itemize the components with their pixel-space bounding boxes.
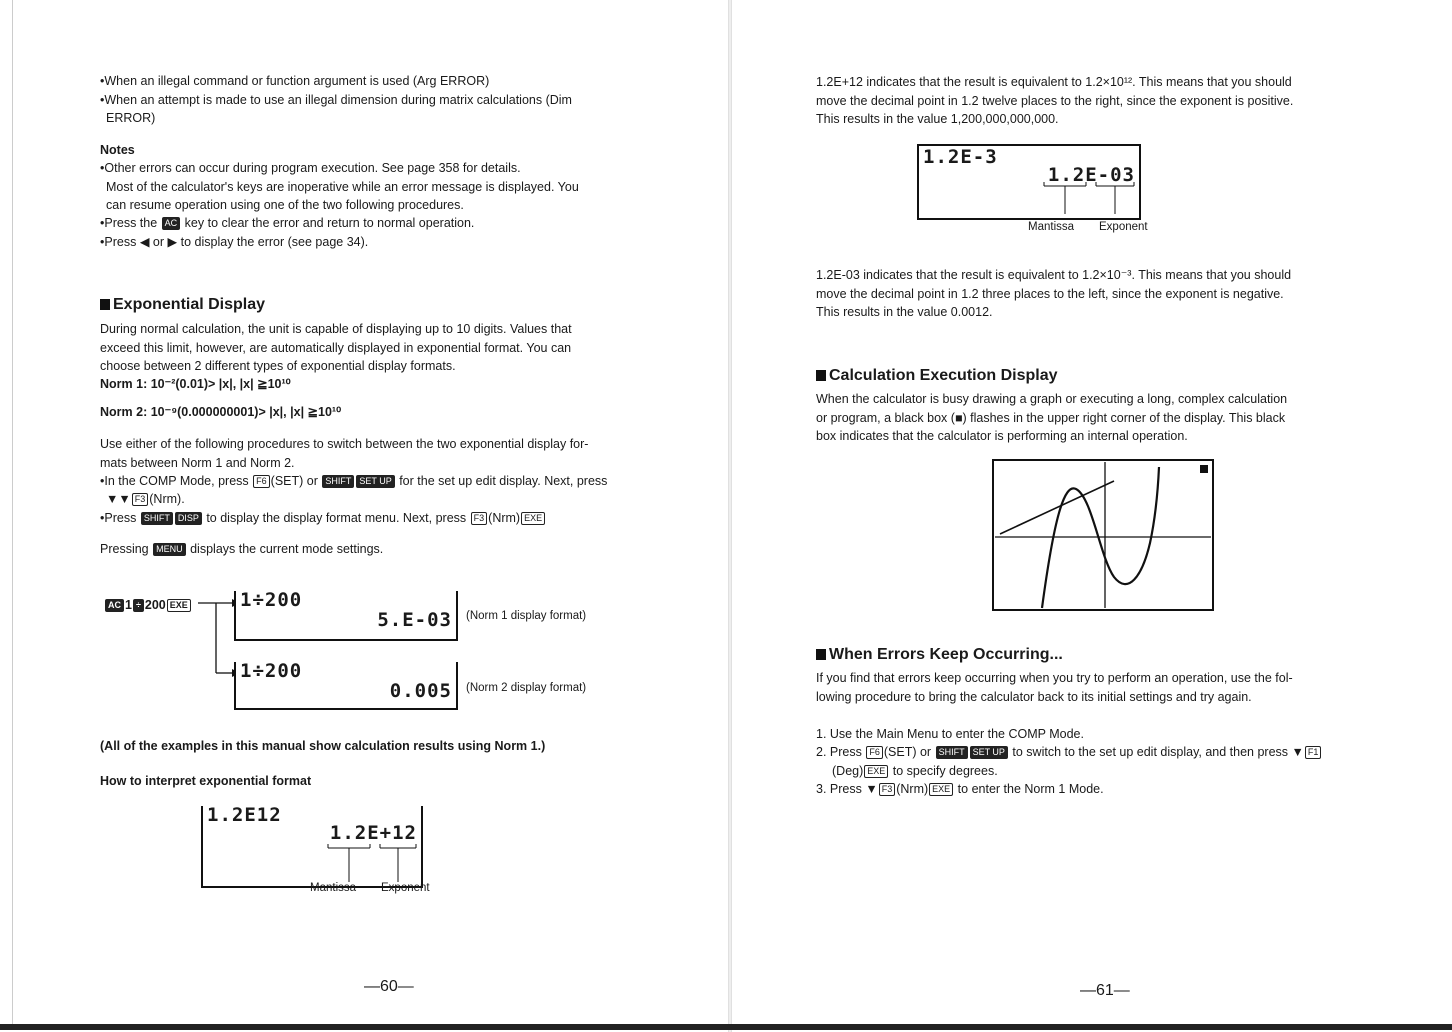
lcd-norm2-result: 0.005 bbox=[389, 680, 452, 702]
norm1-format-label: (Norm 1 display format) bbox=[466, 610, 587, 622]
bullet-dim-error: •When an attempt is made to use an illegal dimension during matrix calculations (Dim bbox=[100, 93, 572, 107]
key-seq-1: 1 bbox=[125, 598, 132, 612]
notes-line-4 bbox=[100, 214, 474, 232]
err-para-1: If you find that errors keep occurring when you try to perform an operation, use the fol- bbox=[816, 671, 1293, 685]
heading-square-icon-3 bbox=[816, 649, 826, 660]
press-disp-end: (Nrm) bbox=[488, 511, 521, 525]
page-number-right: —61— bbox=[1080, 982, 1130, 999]
notes-press-label: •Press the bbox=[100, 216, 158, 230]
f6-key-2: F6 bbox=[866, 746, 883, 759]
right-page bbox=[732, 0, 1452, 1032]
notes-line-3: can resume operation using one of the two following procedures. bbox=[106, 198, 464, 212]
f3-key-3: F3 bbox=[879, 783, 896, 796]
notes-line-5-text: to display the error (see page 34). bbox=[180, 235, 369, 249]
p2-line-3: This results in the value 0.0012. bbox=[816, 305, 993, 319]
notes-line-2: Most of the calculator's keys are inoperative while an error message is displayed. You bbox=[106, 180, 579, 194]
in-comp-line bbox=[100, 472, 607, 490]
disp-key: DISP bbox=[175, 512, 202, 525]
step-3 bbox=[816, 780, 1104, 798]
shift-key-2: SHIFT bbox=[141, 512, 173, 525]
lcd4-input: 1.2E-3 bbox=[923, 146, 998, 168]
shift-key-3: SHIFT bbox=[936, 746, 968, 759]
left-arrow-key-icon: ◀ bbox=[139, 235, 150, 249]
lcd4-annotation-lines bbox=[1038, 180, 1138, 220]
in-comp-rest: for the set up edit display. Next, press bbox=[399, 474, 608, 488]
exp-display-heading-text: Exponential Display bbox=[113, 296, 266, 313]
use-para-2: mats between Norm 1 and Norm 2. bbox=[100, 456, 295, 470]
bullet-dim-error-cont: ERROR) bbox=[106, 111, 156, 125]
press-disp-rest: to display the display format menu. Next, press bbox=[206, 511, 467, 525]
notes-line-4-text: key to clear the error and return to normal operation. bbox=[184, 216, 475, 230]
divide-key: ÷ bbox=[133, 599, 144, 612]
bottom-border bbox=[0, 1024, 1452, 1030]
down-key-icon: ▼ bbox=[106, 492, 119, 506]
pressing-line bbox=[100, 540, 383, 558]
step-2-cont bbox=[832, 762, 998, 780]
lcd3-mantissa-label: Mantissa bbox=[310, 882, 357, 894]
use-para-1: Use either of the following procedures to switch between the two exponential display for- bbox=[100, 437, 589, 451]
norm2-line: Norm 2: 10⁻⁹(0.000000001)> |x|, |x| ≧10¹⁰ bbox=[100, 405, 342, 419]
lcd-norm2-input: 1÷200 bbox=[240, 660, 303, 682]
press-disp-text: •Press bbox=[100, 511, 137, 525]
calc-para-2: or program, a black box (■) flashes in the upper right corner of the display. This black bbox=[816, 411, 1286, 425]
f1-key: F1 bbox=[1305, 746, 1322, 759]
step-2 bbox=[816, 743, 1322, 761]
pressing-rest: displays the current mode settings. bbox=[190, 542, 384, 556]
lcd4-result: 1.2E-03 bbox=[1047, 164, 1135, 186]
heading-square-icon bbox=[100, 299, 110, 310]
ac-key: AC bbox=[162, 217, 181, 230]
f3-key: F3 bbox=[132, 493, 149, 506]
norm1-line: Norm 1: 10⁻²(0.01)> |x|, |x| ≧10¹⁰ bbox=[100, 377, 291, 391]
step-3-nrm: (Nrm) bbox=[896, 782, 929, 796]
p2-line-2: move the decimal point in 1.2 three places to the left, since the exponent is negative. bbox=[816, 287, 1284, 301]
err-para-2: lowing procedure to bring the calculator back to its initial settings and try again. bbox=[816, 690, 1252, 704]
p1-line-3: This results in the value 1,200,000,000,000. bbox=[816, 112, 1059, 126]
calc-para-1: When the calculator is busy drawing a graph or executing a long, complex calculation bbox=[816, 392, 1288, 406]
f3-key-2: F3 bbox=[471, 512, 488, 525]
step-2-press: 2. Press bbox=[816, 745, 862, 759]
notes-line-5 bbox=[100, 233, 368, 251]
page-number-left: —60— bbox=[364, 978, 414, 995]
ac-key-2: AC bbox=[105, 599, 124, 612]
notes-or-label: or bbox=[152, 235, 165, 249]
errors-heading bbox=[816, 646, 1063, 664]
step-3-end: to enter the Norm 1 Mode. bbox=[957, 782, 1104, 796]
exp-para-2: exceed this limit, however, are automatically displayed in exponential format. You can bbox=[100, 341, 572, 355]
p1-line-2: move the decimal point in 1.2 twelve places to the right, since the exponent is positive. bbox=[816, 94, 1294, 108]
lcd-norm2 bbox=[234, 662, 458, 710]
exp-display-heading bbox=[100, 296, 265, 314]
errors-heading-text: When Errors Keep Occurring... bbox=[829, 646, 1063, 663]
down-key-icon-4: ▼ bbox=[865, 782, 878, 796]
p2-line-1: 1.2E-03 indicates that the result is equivalent to 1.2×10⁻³. This means that you should bbox=[816, 268, 1292, 282]
f6-key: F6 bbox=[253, 475, 270, 488]
p1-line-1: 1.2E+12 indicates that the result is equivalent to 1.2×10¹². This means that you should bbox=[816, 75, 1292, 89]
notes-press2-label: •Press bbox=[100, 235, 137, 249]
calc-exec-heading bbox=[816, 367, 1058, 385]
how-to-heading: How to interpret exponential format bbox=[100, 774, 312, 788]
all-examples-note: (All of the examples in this manual show calculation results using Norm 1.) bbox=[100, 739, 546, 753]
down-key-icon-2: ▼ bbox=[118, 492, 131, 506]
nrm-line bbox=[106, 490, 185, 508]
norm2-format-label: (Norm 2 display format) bbox=[466, 682, 587, 694]
shift-key: SHIFT bbox=[322, 475, 354, 488]
calc-para-3: box indicates that the calculator is performing an internal operation. bbox=[816, 429, 1188, 443]
lcd4-exponent-label: Exponent bbox=[1099, 221, 1148, 233]
lcd-norm1-result: 5.E-03 bbox=[377, 609, 452, 631]
exp-para-1: During normal calculation, the unit is capable of displaying up to 10 digits. Values that bbox=[100, 322, 572, 336]
exe-key-3: EXE bbox=[864, 765, 888, 778]
setup-key-2: SET UP bbox=[970, 746, 1008, 759]
key-seq-200: 200 bbox=[144, 598, 166, 612]
calc-exec-heading-text: Calculation Execution Display bbox=[829, 367, 1058, 384]
lcd3-result: 1.2E+12 bbox=[329, 822, 417, 844]
exe-key-4: EXE bbox=[929, 783, 953, 796]
step-3-press: 3. Press bbox=[816, 782, 862, 796]
step-2-rest: to switch to the set up edit display, and then press bbox=[1012, 745, 1289, 759]
step-2-end: to specify degrees. bbox=[892, 764, 998, 778]
bullet-arg-error: •When an illegal command or function argument is used (Arg ERROR) bbox=[100, 74, 490, 88]
heading-square-icon-2 bbox=[816, 370, 826, 381]
exp-para-3: choose between 2 different types of exponential display formats. bbox=[100, 359, 456, 373]
step-2-deg: (Deg) bbox=[832, 764, 864, 778]
press-disp-line bbox=[100, 509, 546, 527]
key-sequence bbox=[104, 596, 192, 614]
lcd3-exponent-label: Exponent bbox=[381, 882, 430, 894]
notes-title: Notes bbox=[100, 143, 135, 157]
graph-display bbox=[992, 459, 1214, 611]
down-key-icon-3: ▼ bbox=[1291, 745, 1304, 759]
exe-key-2: EXE bbox=[167, 599, 191, 612]
lcd4-mantissa-label: Mantissa bbox=[1028, 221, 1075, 233]
pressing-text: Pressing bbox=[100, 542, 149, 556]
exe-key: EXE bbox=[521, 512, 545, 525]
nrm-text: (Nrm). bbox=[149, 492, 185, 506]
lcd3-input: 1.2E12 bbox=[207, 804, 282, 826]
setup-key: SET UP bbox=[356, 475, 394, 488]
step-2-set: (SET) or bbox=[883, 745, 932, 759]
lcd-norm1-input: 1÷200 bbox=[240, 589, 303, 611]
in-comp-set: (SET) or bbox=[270, 474, 318, 488]
step-1: 1. Use the Main Menu to enter the COMP Mode. bbox=[816, 727, 1084, 741]
lcd-norm1 bbox=[234, 591, 458, 641]
notes-line-1: •Other errors can occur during program execution. See page 358 for details. bbox=[100, 161, 521, 175]
right-arrow-key-icon: ▶ bbox=[167, 235, 178, 249]
in-comp-text: •In the COMP Mode, press bbox=[100, 474, 249, 488]
menu-key: MENU bbox=[153, 543, 186, 556]
busy-indicator-icon bbox=[1200, 465, 1208, 473]
